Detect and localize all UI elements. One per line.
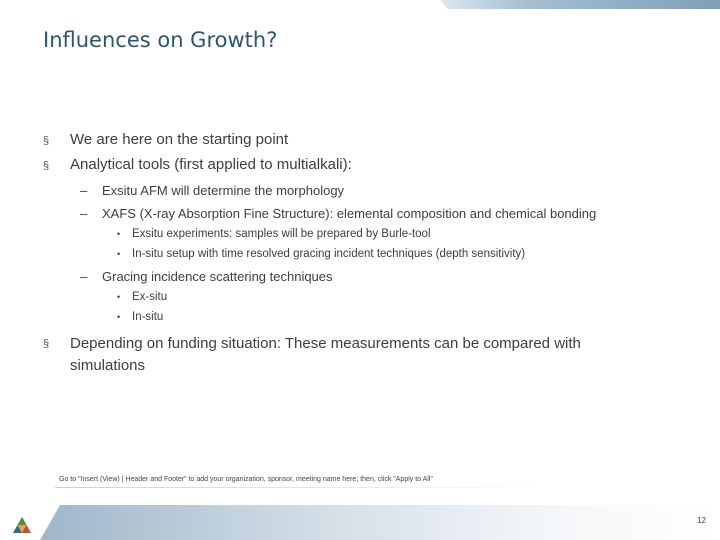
- page-number: 12: [697, 516, 706, 525]
- bullet-marker: §: [43, 135, 50, 147]
- bullet-text: XAFS (X-ray Absorption Fine Structure): elemental composition and chemical bonding: [102, 206, 597, 221]
- bullet-marker: •: [117, 249, 121, 259]
- bullet-text: In-situ: [132, 311, 164, 323]
- bullet-marker: –: [80, 183, 88, 198]
- bullet-marker: §: [43, 338, 50, 350]
- bullet-text: Depending on funding situation: These measurements can be compared with simulations: [70, 335, 581, 374]
- slide-title: Influences on Growth?: [43, 28, 278, 52]
- bullet-starting-point: [43, 131, 288, 148]
- footer-note: Go to "Insert (View) | Header and Footer" to add your organization, sponsor, meeting name here; then, click "Apply to All": [59, 476, 433, 483]
- bullet-marker: •: [117, 229, 121, 239]
- subsubbullet-ex-situ: [117, 291, 167, 303]
- bullet-marker: –: [80, 206, 88, 221]
- subbullet-afm: [80, 183, 344, 198]
- bullet-text: Exsitu experiments: samples will be prepared by Burle-tool: [132, 228, 431, 240]
- bullet-marker: –: [80, 269, 88, 284]
- footer-band: [40, 505, 720, 540]
- bullet-marker: §: [43, 160, 50, 172]
- bullet-text: Ex-situ: [132, 291, 168, 303]
- bullet-marker: •: [117, 292, 121, 302]
- bullet-funding-situation: [43, 332, 643, 377]
- bullet-text: We are here on the starting point: [70, 131, 289, 148]
- subbullet-gracing-incidence: [80, 269, 333, 284]
- bullet-text: Analytical tools (first applied to multialkali):: [70, 156, 352, 173]
- subsubbullet-in-situ: [117, 311, 163, 323]
- subbullet-xafs: [80, 206, 596, 221]
- subsubbullet-exsitu-experiments: [117, 228, 431, 240]
- subsubbullet-insitu-setup: [117, 248, 525, 260]
- triangle-logo-icon: [12, 516, 32, 534]
- bullet-text: Gracing incidence scattering techniques: [102, 269, 333, 284]
- bullet-analytical-tools: [43, 156, 352, 173]
- bullet-marker: •: [117, 312, 121, 322]
- footer-divider: [55, 487, 555, 488]
- bullet-text: Exsitu AFM will determine the morphology: [102, 183, 345, 198]
- bullet-text: In-situ setup with time resolved gracing incident techniques (depth sensitivity): [132, 248, 526, 260]
- header-accent-bar: [440, 0, 720, 9]
